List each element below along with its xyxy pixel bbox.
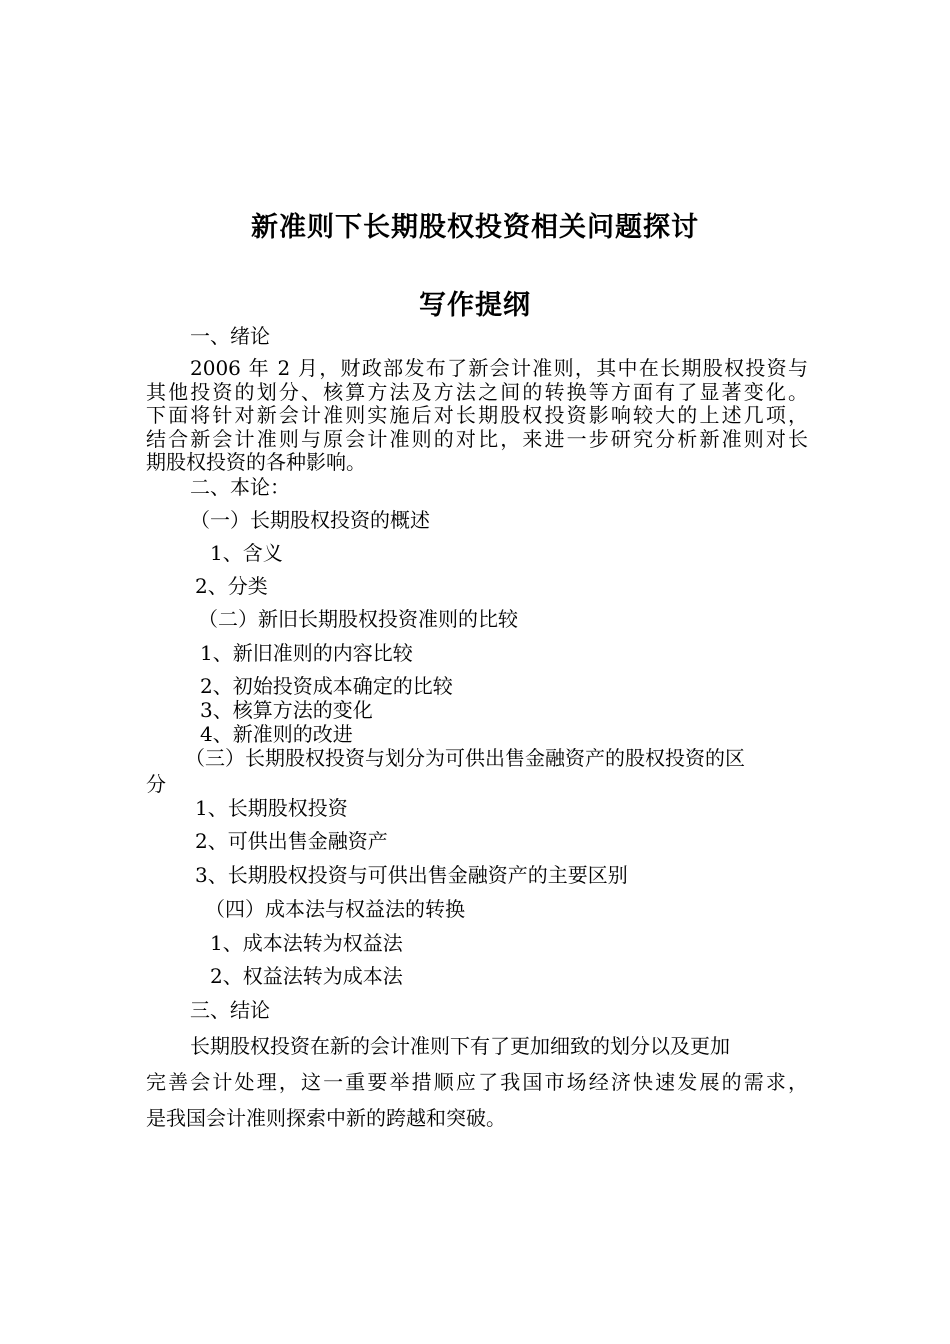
document-subtitle: 写作提纲 [419, 290, 531, 321]
subsection-heading-distinction: （三）长期股权投资与划分为可供出售金融资产的股权投资的区 [185, 746, 745, 770]
outline-item: 3、核算方法的变化 [200, 698, 373, 722]
outline-item: 2、初始投资成本确定的比较 [200, 674, 453, 698]
paragraph-line: 长期股权投资在新的会计准则下有了更加细致的划分以及更加 [190, 1034, 730, 1058]
paragraph-line: 下面将针对新会计准则实施后对长期股权投资影响较大的上述几项， [146, 403, 808, 427]
outline-item: 2、可供出售金融资产 [195, 829, 388, 853]
subsection-heading-conversion: （四）成本法与权益法的转换 [205, 897, 465, 921]
outline-item: 1、长期股权投资 [195, 796, 348, 820]
outline-item: 4、新准则的改进 [200, 722, 353, 746]
conclusion-paragraph [146, 1028, 808, 1136]
paragraph-line: 其他投资的划分、核算方法及方法之间的转换等方面有了显著变化。 [146, 379, 808, 404]
outline-item: 1、新旧准则的内容比较 [200, 641, 413, 665]
paragraph-line: 结合新会计准则与原会计准则的对比，来进一步研究分析新准则对长 [146, 426, 808, 451]
section-heading-main-body: 二、本论： [190, 475, 290, 499]
paragraph-line: 期股权投资的各种影响。 [146, 450, 366, 474]
outline-item: 2、权益法转为成本法 [210, 964, 403, 988]
section-heading-introduction: 一、绪论 [190, 324, 270, 348]
outline-item: 1、含义 [210, 541, 283, 565]
section-heading-conclusion: 三、结论 [190, 998, 270, 1022]
paragraph-line: 2006 年 2 月，财政部发布了新会计准则，其中在长期股权投资与 [190, 356, 808, 380]
outline-item: 3、长期股权投资与可供出售金融资产的主要区别 [195, 863, 628, 887]
subsection-heading-comparison: （二）新旧长期股权投资准则的比较 [198, 607, 518, 631]
subsection-heading-distinction-continued: 分 [146, 772, 166, 796]
document-title: 新准则下长期股权投资相关问题探讨 [251, 212, 699, 243]
outline-item: 1、成本法转为权益法 [210, 931, 403, 955]
paragraph-line: 完善会计处理，这一重要举措顺应了我国市场经济快速发展的需求， [146, 1070, 808, 1094]
subsection-heading-overview: （一）长期股权投资的概述 [190, 508, 430, 532]
introduction-paragraph [146, 357, 808, 475]
paragraph-line: 是我国会计准则探索中新的跨越和突破。 [146, 1106, 506, 1130]
outline-item: 2、分类 [195, 574, 268, 598]
